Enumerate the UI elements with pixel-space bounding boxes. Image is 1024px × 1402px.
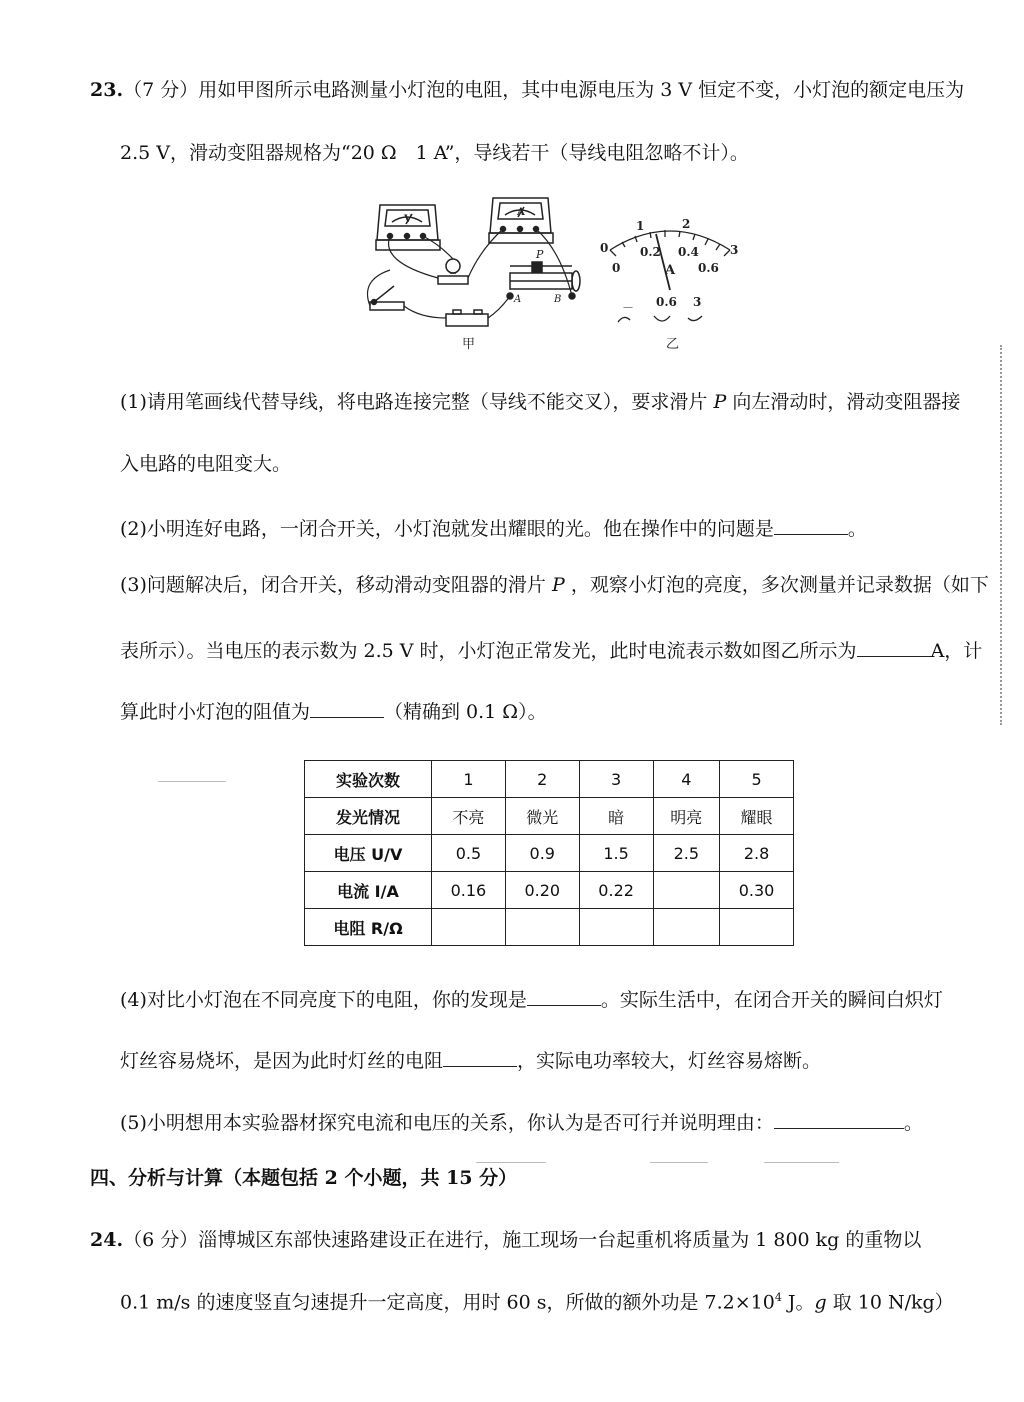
row-head-resistance: 电阻 R/Ω — [305, 909, 432, 946]
q23-part2-text-a: (2)小明连好电路，一闭合开关，小灯泡就发出耀眼的光。他在操作中的问题是 — [120, 518, 774, 540]
q23-part3-text-b: ，观察小灯泡的亮度，多次测量并记录数据（如下 — [570, 574, 989, 596]
q23-part3-text-f: （精确到 0.1 Ω）。 — [384, 701, 547, 723]
table-cell[interactable] — [579, 909, 653, 946]
answer-blank-4b[interactable] — [443, 1048, 517, 1067]
table-row — [305, 872, 794, 909]
table-cell[interactable] — [432, 909, 506, 946]
q23-part1-text-a: (1)请用笔画线代替导线，将电路连接完整（导线不能交叉），要求滑片 — [120, 391, 708, 413]
q23-part4-text-b: 。实际生活中，在闭合开关的瞬间白炽灯 — [600, 989, 943, 1011]
caption-yi: 乙 — [666, 337, 680, 352]
section-4-heading: 四、分析与计算（本题包括 2 个小题，共 15 分） — [90, 1167, 518, 1189]
q23-part4-text-c: 灯丝容易烧坏，是因为此时灯丝的电阻 — [120, 1050, 444, 1072]
q24-number: 24. — [90, 1229, 124, 1251]
table-cell: 5 — [720, 761, 794, 798]
row-head-current: 电流 I/A — [305, 872, 432, 909]
q23-part2-text-b: 。 — [847, 518, 867, 540]
q24-line2 — [120, 1292, 954, 1312]
table-cell: 3 — [579, 761, 653, 798]
table-cell: 1 — [432, 761, 506, 798]
table-cell: 0.22 — [579, 872, 653, 909]
table-cell: 2.8 — [720, 835, 794, 872]
answer-blank-4a[interactable] — [527, 987, 601, 1006]
battery-icon — [446, 310, 488, 326]
terminal-3: 3 — [693, 295, 702, 309]
q23-part5-text-a: (5)小明想用本实验器材探究电流和电压的关系，你认为是否可行并说明理由： — [120, 1112, 774, 1134]
meter-unit: A — [665, 263, 676, 278]
scale-top-3: 3 — [730, 243, 739, 257]
terminal-knobs — [618, 316, 702, 322]
voltmeter-symbol: V — [404, 214, 412, 225]
table-cell: 暗 — [579, 798, 653, 835]
q23-part4-text-d: ，实际电功率较大，灯丝容易熔断。 — [517, 1050, 822, 1072]
scale-bottom-3: 0.6 — [698, 261, 719, 275]
table-cell: 2 — [505, 761, 579, 798]
q23-intro-1: （7 分）用如甲图所示电路测量小灯泡的电阻，其中电源电压为 3 V 恒定不变，小灯泡的额定电压为 — [123, 79, 965, 101]
faint-rule — [476, 1162, 546, 1163]
answer-blank-2[interactable] — [774, 516, 848, 535]
q23-part1-line2: 入电路的电阻变大。 — [120, 453, 292, 475]
table-cell[interactable] — [653, 909, 720, 946]
ammeter-dial — [610, 230, 730, 290]
q24-text-c: 取 10 N/kg） — [826, 1291, 954, 1314]
ammeter-symbol: A — [517, 207, 525, 218]
table-cell: 微光 — [505, 798, 579, 835]
q23-part3-line3 — [120, 699, 547, 722]
scale-bottom-2: 0.4 — [678, 245, 699, 259]
caption-jia: 甲 — [462, 337, 476, 352]
scale-top-1: 1 — [636, 219, 645, 233]
slider-p-2: P — [551, 574, 565, 596]
q23-part3-text-c: 表所示）。当电压的表示数为 2.5 V 时，小灯泡正常发光，此时电流表示数如图乙所示为 — [120, 640, 857, 662]
q23-part5-text-b: 。 — [903, 1112, 923, 1134]
q23-line2: 2.5 V，滑动变阻器规格为“20 Ω 1 A”，导线若干（导线电阻忽略不计）。 — [120, 142, 749, 164]
q23-part5 — [120, 1110, 923, 1133]
table-cell: 0.16 — [432, 872, 506, 909]
table-cell[interactable] — [653, 872, 720, 909]
table-row — [305, 835, 794, 872]
table-cell: 0.9 — [505, 835, 579, 872]
faint-rule — [764, 1162, 839, 1163]
table-cell: 耀眼 — [720, 798, 794, 835]
table-cell: 明亮 — [653, 798, 720, 835]
faint-rule — [158, 781, 226, 782]
table-cell[interactable] — [720, 909, 794, 946]
q23-part3-line1 — [120, 576, 989, 595]
q24-text-b: J。 — [781, 1291, 815, 1314]
switch-icon — [370, 286, 404, 310]
slider-label: P — [536, 248, 544, 261]
q23-part4-text-a: (4)对比小灯泡在不同亮度下的电阻，你的发现是 — [120, 989, 527, 1011]
q24-text-a: 0.1 m/s 的速度竖直匀速提升一定高度，用时 60 s，所做的额外功是 7.2×10 — [120, 1291, 775, 1314]
q24-exponent: 4 — [774, 1291, 782, 1304]
table-row — [305, 798, 794, 835]
q24-line1 — [90, 1231, 921, 1250]
table-cell: 2.5 — [653, 835, 720, 872]
row-head-trial: 实验次数 — [305, 761, 432, 798]
q23-part3-text-e: 算此时小灯泡的阻值为 — [120, 701, 311, 723]
table-row — [305, 761, 794, 798]
scale-bottom-0: 0 — [612, 261, 621, 275]
page-edge — [1000, 345, 1002, 725]
faint-rule — [650, 1162, 708, 1163]
table-cell[interactable] — [505, 909, 579, 946]
slider-p: P — [713, 391, 727, 413]
terminal-06: 0.6 — [656, 295, 677, 309]
table-cell: 不亮 — [432, 798, 506, 835]
voltmeter-icon — [376, 205, 440, 250]
row-head-voltage: 电压 U/V — [305, 835, 432, 872]
scale-bottom-1: 0.2 — [640, 245, 661, 259]
q23-part1-line1 — [120, 393, 960, 412]
terminal-a: A — [514, 294, 522, 305]
row-head-brightness: 发光情况 — [305, 798, 432, 835]
q24-g: g — [814, 1291, 827, 1314]
table-cell: 1.5 — [579, 835, 653, 872]
q23-part4-line1 — [120, 987, 943, 1010]
q24-intro-1: （6 分）淄博城区东部快速路建设正在进行，施工现场一台起重机将质量为 1 800 kg 的重物以 — [123, 1229, 922, 1251]
terminal-b: B — [554, 294, 562, 305]
data-table — [304, 760, 794, 946]
terminal-neg: － — [622, 301, 635, 315]
q23-part4-line2 — [120, 1048, 821, 1071]
circuit-figure — [360, 190, 780, 380]
table-row — [305, 909, 794, 946]
answer-blank-3b[interactable] — [310, 699, 384, 718]
answer-blank-5[interactable] — [774, 1110, 904, 1129]
q23-part1-text-b: 向左滑动时，滑动变阻器接 — [732, 391, 961, 413]
answer-blank-3a[interactable] — [857, 638, 931, 657]
q23-line1 — [90, 81, 964, 100]
table-cell: 4 — [653, 761, 720, 798]
q23-part3-text-d: A，计 — [930, 640, 983, 662]
table-cell: 0.20 — [505, 872, 579, 909]
scale-top-0: 0 — [600, 241, 609, 255]
q23-part3-text-a: (3)问题解决后，闭合开关，移动滑动变阻器的滑片 — [120, 574, 546, 596]
table-cell: 0.5 — [432, 835, 506, 872]
table-cell: 0.30 — [720, 872, 794, 909]
q23-part3-line2 — [120, 638, 982, 661]
scale-top-2: 2 — [682, 217, 691, 231]
q23-part2 — [120, 516, 867, 539]
bulb-icon — [438, 259, 468, 284]
q23-number: 23. — [90, 79, 124, 101]
